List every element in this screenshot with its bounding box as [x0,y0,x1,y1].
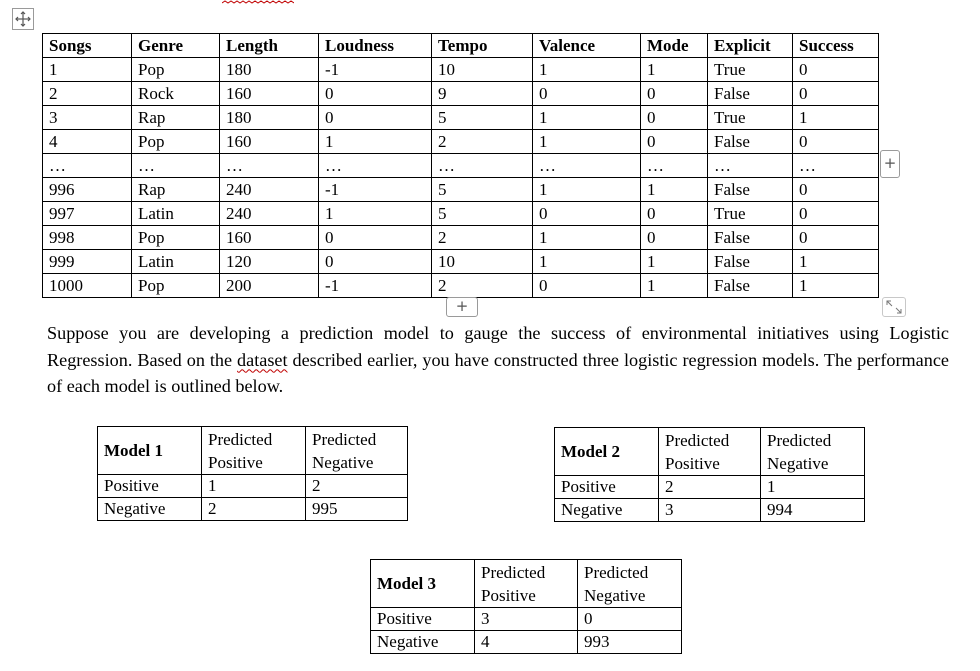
table-cell: 2 [432,226,533,250]
table-cell: 1 [641,250,708,274]
cell-value: 1 [761,476,865,499]
predicted-negative-header: Predicted Negative [578,560,682,608]
table-cell: Pop [132,226,220,250]
table-cell: 998 [43,226,132,250]
table-cell: 0 [641,82,708,106]
table-row [555,476,865,499]
paragraph-text: Suppose you are developing a prediction model to gauge the success of environmental initiatives using Logistic Regression. Based on the [47,323,949,370]
table-cell: True [708,58,793,82]
table-cell: … [533,154,641,178]
table-row [555,499,865,522]
table-cell: … [432,154,533,178]
table-cell: 180 [220,106,319,130]
table-cell: -1 [319,58,432,82]
table-cell: 1000 [43,274,132,298]
table-cell: 0 [793,178,879,202]
table-cell: 120 [220,250,319,274]
table-row [43,274,879,298]
predicted-negative-header: Predicted Negative [306,427,408,475]
table-cell: 0 [319,226,432,250]
table-cell: 4 [43,130,132,154]
table-cell: False [708,82,793,106]
table-cell: -1 [319,178,432,202]
table-cell: 2 [432,130,533,154]
table-cell: 1 [533,130,641,154]
table-cell: False [708,250,793,274]
model-label: Model 2 [555,428,659,476]
table-cell: 1 [641,274,708,298]
table-cell: … [641,154,708,178]
table-cell: 200 [220,274,319,298]
table-cell: True [708,106,793,130]
table-row [371,631,682,654]
table-cell: 1 [319,130,432,154]
cell-value: 2 [306,475,408,498]
predicted-positive-header: Predicted Positive [475,560,578,608]
table-cell: 1 [793,274,879,298]
spellcheck-squiggle [222,0,294,4]
table-cell: 160 [220,82,319,106]
table-cell: 0 [793,130,879,154]
table-cell: 1 [641,58,708,82]
column-header: Valence [533,34,641,58]
table-cell: 1 [533,250,641,274]
table-row [98,498,408,521]
table-cell: Rock [132,82,220,106]
table-row [43,178,879,202]
cell-value: 3 [659,499,761,522]
add-row-button[interactable]: + [446,297,478,317]
table-cell: 0 [641,130,708,154]
table-cell: 0 [793,82,879,106]
table-move-handle-icon[interactable] [12,8,34,30]
table-cell: Pop [132,274,220,298]
column-header: Tempo [432,34,533,58]
table-cell: … [708,154,793,178]
model-label: Model 3 [371,560,475,608]
table-cell: 10 [432,250,533,274]
table-cell: … [319,154,432,178]
table-cell: Latin [132,202,220,226]
model-2-confusion-matrix [554,427,865,522]
row-label: Negative [371,631,475,654]
cell-value: 2 [202,498,306,521]
table-cell: 0 [319,82,432,106]
table-row [43,226,879,250]
table-row [371,608,682,631]
table-row [43,82,879,106]
table-cell: 1 [793,106,879,130]
table-cell: Pop [132,130,220,154]
model-1-confusion-matrix [97,426,408,521]
table-cell: 1 [793,250,879,274]
table-cell: … [220,154,319,178]
column-header: Genre [132,34,220,58]
table-cell: Rap [132,178,220,202]
table-cell: 160 [220,226,319,250]
table-cell: 997 [43,202,132,226]
table-cell: 1 [533,106,641,130]
cell-value: 994 [761,499,865,522]
table-cell: 2 [43,82,132,106]
table-cell: 0 [641,106,708,130]
predicted-positive-header: Predicted Positive [202,427,306,475]
predicted-negative-header: Predicted Negative [761,428,865,476]
table-cell: True [708,202,793,226]
cell-value: 3 [475,608,578,631]
cell-value: 1 [202,475,306,498]
table-cell: False [708,178,793,202]
table-cell: 1 [533,226,641,250]
table-cell: 0 [641,202,708,226]
table-cell: False [708,274,793,298]
table-cell: 5 [432,178,533,202]
column-header: Mode [641,34,708,58]
row-label: Negative [98,498,202,521]
table-cell: … [43,154,132,178]
table-cell: False [708,226,793,250]
table-cell: 3 [43,106,132,130]
cell-value: 995 [306,498,408,521]
row-label: Positive [371,608,475,631]
table-row [98,475,408,498]
table-cell: … [793,154,879,178]
table-cell: 2 [432,274,533,298]
spellcheck-flagged-word[interactable]: dataset [237,349,288,370]
table-cell: 180 [220,58,319,82]
table-row [43,130,879,154]
table-cell: 0 [533,82,641,106]
table-cell: 240 [220,202,319,226]
cell-value: 4 [475,631,578,654]
table-cell: 1 [319,202,432,226]
cell-value: 2 [659,476,761,499]
dataset-table [42,33,879,298]
predicted-positive-header: Predicted Positive [659,428,761,476]
table-cell: 0 [793,202,879,226]
table-cell: 1 [43,58,132,82]
table-cell: 0 [793,226,879,250]
column-header: Success [793,34,879,58]
paragraph-text: described earlier, you have constructed three logistic regression models. The performance of each model is outlined below. [47,349,949,396]
table-row [43,154,879,178]
table-cell: 240 [220,178,319,202]
table-cell: 1 [533,58,641,82]
table-cell: 996 [43,178,132,202]
add-column-button[interactable]: + [880,150,900,178]
table-cell: 0 [641,226,708,250]
column-header: Explicit [708,34,793,58]
problem-paragraph [47,320,949,400]
table-row [43,250,879,274]
cell-value: 0 [578,608,682,631]
table-row [43,58,879,82]
table-cell: 0 [533,202,641,226]
table-cell: 9 [432,82,533,106]
table-cell: 5 [432,202,533,226]
model-label: Model 1 [98,427,202,475]
table-cell: 160 [220,130,319,154]
table-row [43,106,879,130]
column-header: Length [220,34,319,58]
resize-arrows-icon[interactable] [882,297,906,317]
table-cell: 1 [641,178,708,202]
table-cell: … [132,154,220,178]
table-cell: 1 [533,178,641,202]
row-label: Positive [98,475,202,498]
column-header: Songs [43,34,132,58]
table-cell: 999 [43,250,132,274]
table-row [43,202,879,226]
table-cell: Rap [132,106,220,130]
cell-value: 993 [578,631,682,654]
table-cell: False [708,130,793,154]
row-label: Positive [555,476,659,499]
table-cell: -1 [319,274,432,298]
table-cell: Latin [132,250,220,274]
row-label: Negative [555,499,659,522]
table-cell: 0 [319,106,432,130]
table-header-row [43,34,879,58]
table-cell: 0 [793,58,879,82]
column-header: Loudness [319,34,432,58]
table-cell: 0 [319,250,432,274]
model-3-confusion-matrix [370,559,682,654]
table-cell: Pop [132,58,220,82]
table-cell: 0 [533,274,641,298]
table-cell: 10 [432,58,533,82]
table-cell: 5 [432,106,533,130]
